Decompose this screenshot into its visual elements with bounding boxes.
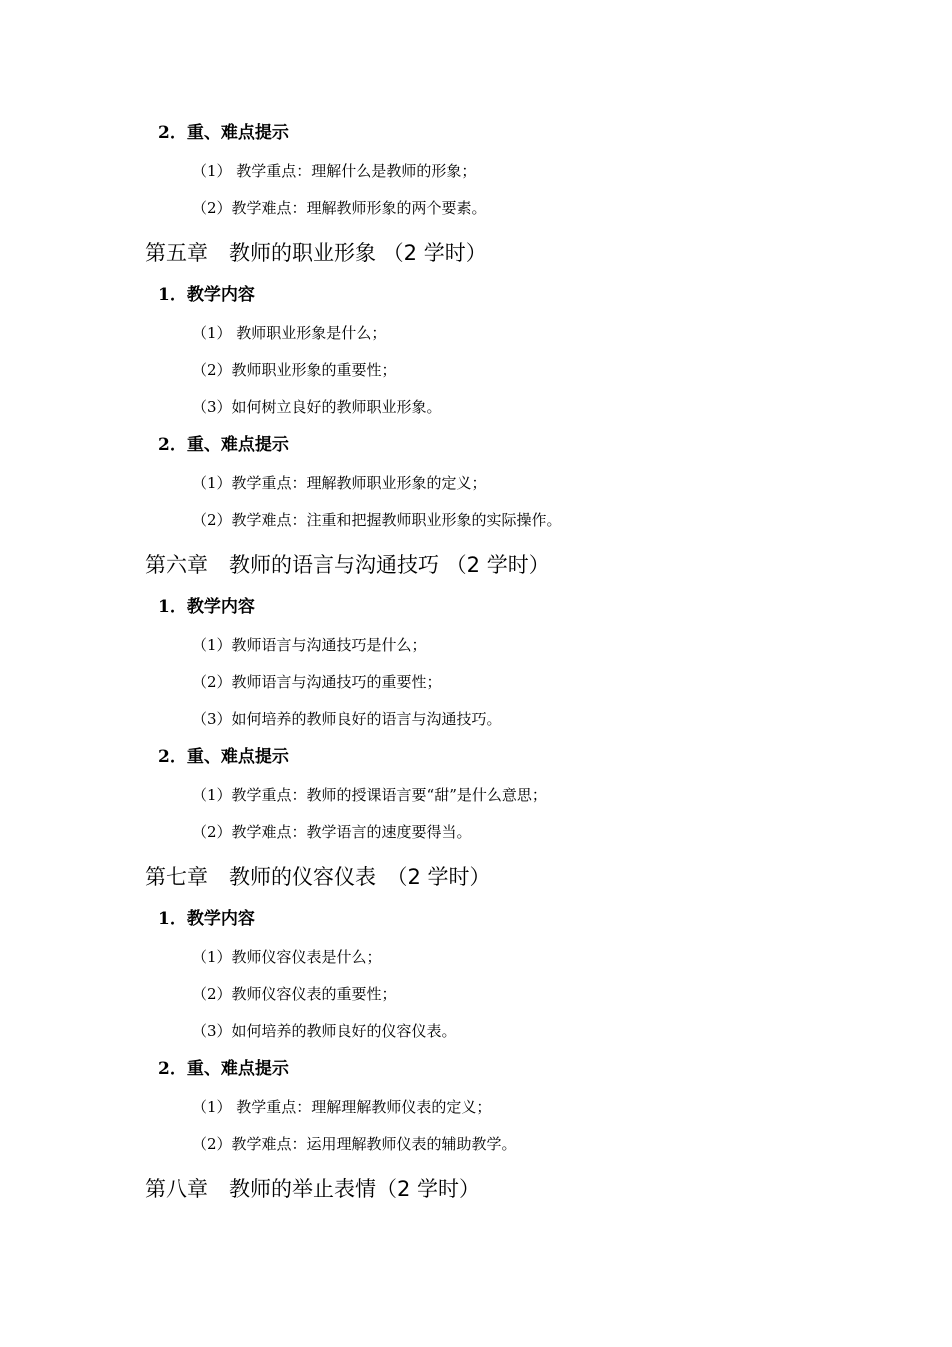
list-item: （2）教师语言与沟通技巧的重要性；: [192, 673, 442, 691]
list-item: （1） 教师职业形象是什么；: [192, 324, 387, 342]
section-heading: 2．重、难点提示: [158, 1059, 289, 1079]
list-item: （2）教学难点：运用理解教师仪表的辅助教学。: [192, 1135, 517, 1153]
list-item: （2）教学难点：理解教师形象的两个要素。: [192, 199, 487, 217]
list-item: （1）教师语言与沟通技巧是什么；: [192, 636, 427, 654]
section-heading: 1．教学内容: [158, 909, 255, 929]
list-item: （1） 教学重点：理解理解教师仪表的定义；: [192, 1098, 492, 1116]
section-heading: 1．教学内容: [158, 597, 255, 617]
section-heading: 2．重、难点提示: [158, 123, 289, 143]
list-item: （1）教学重点：教师的授课语言要“甜”是什么意思；: [192, 786, 547, 804]
list-item: （1）教师仪容仪表是什么；: [192, 948, 382, 966]
list-item: （3）如何培养的教师良好的仪容仪表。: [192, 1022, 457, 1040]
list-item: （1）教学重点：理解教师职业形象的定义；: [192, 474, 487, 492]
section-heading: 2．重、难点提示: [158, 435, 289, 455]
chapter-heading: 第六章 教师的语言与沟通技巧 （2 学时）: [145, 553, 550, 577]
list-item: （2）教师职业形象的重要性；: [192, 361, 397, 379]
section-heading: 2．重、难点提示: [158, 747, 289, 767]
chapter-heading: 第八章 教师的举止表情（2 学时）: [145, 1177, 481, 1201]
chapter-heading: 第七章 教师的仪容仪表 （2 学时）: [145, 865, 491, 889]
list-item: （2）教学难点：教学语言的速度要得当。: [192, 823, 472, 841]
list-item: （1） 教学重点：理解什么是教师的形象；: [192, 162, 477, 180]
list-item: （2）教学难点：注重和把握教师职业形象的实际操作。: [192, 511, 562, 529]
chapter-heading: 第五章 教师的职业形象 （2 学时）: [145, 241, 487, 265]
list-item: （3）如何培养的教师良好的语言与沟通技巧。: [192, 710, 502, 728]
section-heading: 1．教学内容: [158, 285, 255, 305]
list-item: （2）教师仪容仪表的重要性；: [192, 985, 397, 1003]
list-item: （3）如何树立良好的教师职业形象。: [192, 398, 442, 416]
